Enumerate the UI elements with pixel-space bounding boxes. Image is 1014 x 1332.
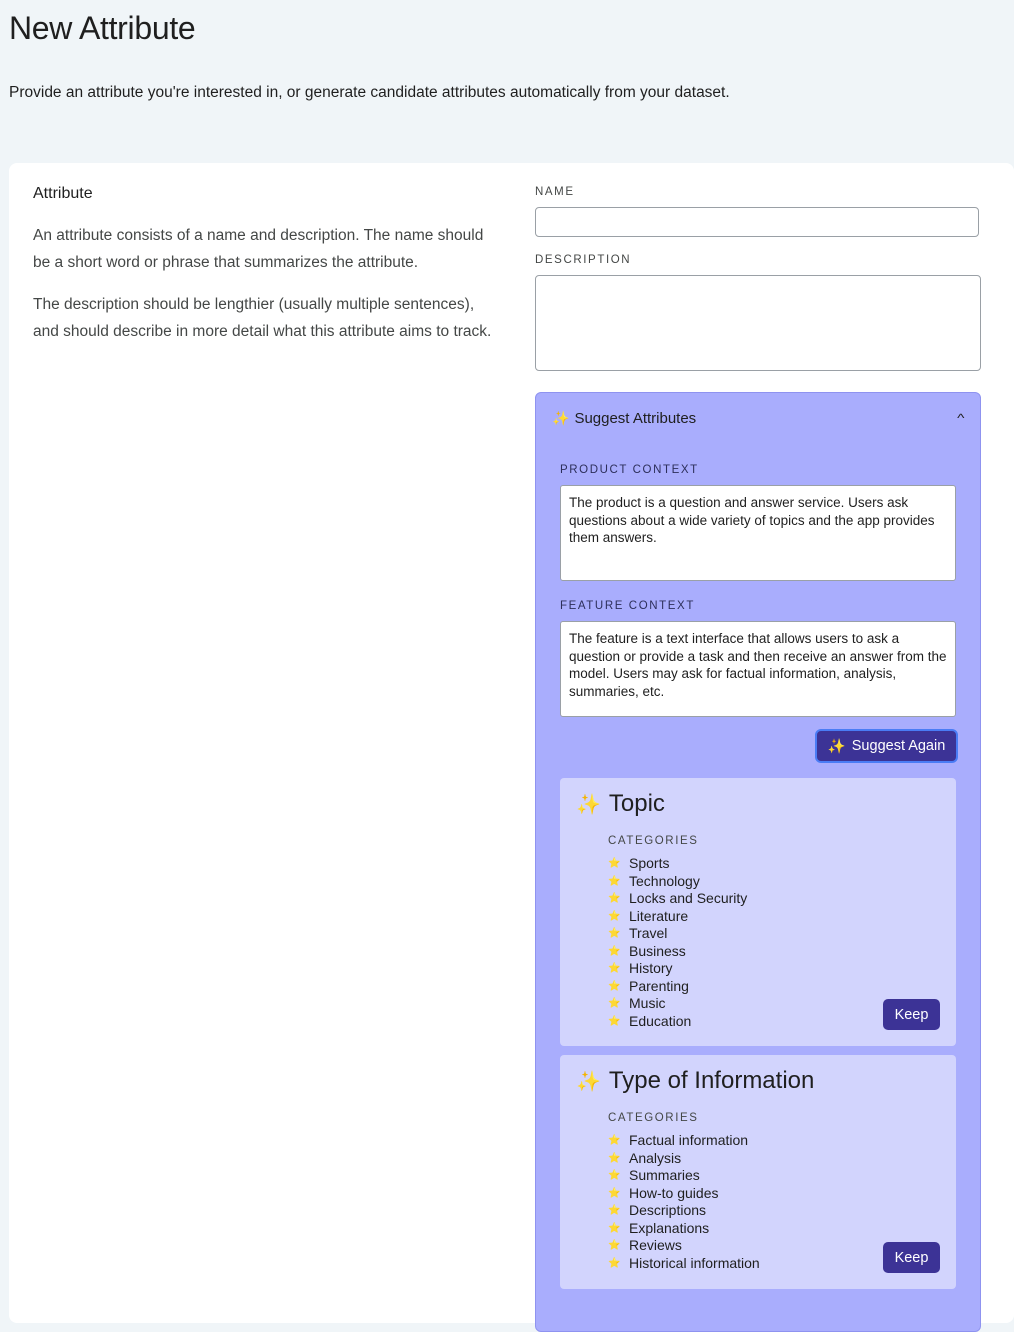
star-icon: ⭐	[608, 910, 621, 922]
sparkle-icon: ✨	[576, 1070, 601, 1093]
attribute-form-card	[9, 163, 1014, 1323]
star-icon: ⭐	[608, 1187, 621, 1199]
name-input[interactable]	[535, 207, 979, 237]
suggest-attributes-panel	[535, 392, 981, 1332]
page-title: New Attribute	[9, 10, 196, 46]
list-item: ⭐ Parenting	[608, 977, 689, 994]
list-item: ⭐ Travel	[608, 925, 668, 941]
chevron-up-icon[interactable]: ^	[957, 411, 965, 425]
page-subtitle: Provide an attribute you're interested in, or generate candidate attributes automatically from your dataset.	[9, 84, 730, 101]
suggestion-title-text: Type of Information	[608, 1067, 815, 1094]
product-context-label: PRODUCT CONTEXT	[560, 464, 699, 476]
list-item: ⭐ Music	[608, 995, 666, 1011]
list-item: ⭐ Locks and Security	[608, 890, 748, 906]
star-icon: ⭐	[608, 893, 621, 904]
list-item: ⭐ Summaries	[608, 1167, 700, 1183]
star-icon: ⭐	[608, 1240, 621, 1251]
list-item: ⭐ Business	[608, 942, 686, 959]
star-icon: ⭐	[608, 1205, 621, 1216]
name-label: NAME	[535, 186, 575, 198]
star-icon: ⭐	[608, 928, 621, 939]
star-icon: ⭐	[608, 1015, 621, 1027]
suggest-again-button[interactable]	[815, 729, 958, 763]
star-icon: ⭐	[608, 1135, 621, 1146]
star-icon: ⭐	[608, 998, 621, 1009]
list-item: ⭐ Explanations	[608, 1219, 710, 1236]
list-item: ⭐ Analysis	[608, 1149, 682, 1166]
star-icon: ⭐	[608, 963, 621, 974]
suggestion-title	[576, 1067, 814, 1095]
category-list	[608, 1132, 760, 1272]
list-item: ⭐ Historical information	[608, 1254, 760, 1271]
star-icon: ⭐	[608, 1152, 621, 1164]
section-heading: Attribute	[33, 185, 93, 202]
feature-context-input[interactable]	[560, 621, 956, 717]
star-icon: ⭐	[608, 1257, 621, 1269]
help-text-2: The description should be lengthier (usually multiple sentences), and should describe in more detail what this attribute aims to track.	[33, 296, 492, 340]
sparkle-icon: ✨	[827, 738, 846, 755]
sparkle-icon: ✨	[552, 409, 570, 426]
suggestion-title	[576, 790, 665, 818]
star-icon: ⭐	[608, 1170, 621, 1181]
list-item: ⭐ Technology	[608, 872, 700, 889]
star-icon: ⭐	[608, 980, 621, 992]
category-list	[608, 855, 747, 1030]
star-icon: ⭐	[608, 1222, 621, 1234]
list-item: ⭐ Sports	[608, 855, 670, 871]
description-label: DESCRIPTION	[535, 254, 632, 266]
list-item: ⭐ How-to guides	[608, 1184, 719, 1201]
help-text-1: An attribute consists of a name and description. The name should be a short word or phrase that summarizes the attribute.	[33, 227, 484, 271]
suggest-attributes-toggle[interactable]	[552, 407, 964, 429]
list-item: ⭐ Education	[608, 1012, 692, 1029]
suggestion-card-topic	[560, 778, 956, 1046]
list-item: ⭐ History	[608, 960, 673, 976]
keep-button[interactable]: Keep	[883, 1242, 940, 1273]
suggestion-title-text: Topic	[608, 790, 665, 817]
product-context-input[interactable]	[560, 485, 956, 581]
categories-label: CATEGORIES	[608, 1112, 699, 1124]
list-item: ⭐ Literature	[608, 907, 689, 924]
categories-label: CATEGORIES	[608, 835, 699, 847]
suggest-again-label: Suggest Again	[851, 738, 946, 754]
sparkle-icon: ✨	[576, 793, 601, 816]
keep-button[interactable]: Keep	[883, 999, 940, 1030]
feature-context-label: FEATURE CONTEXT	[560, 600, 695, 612]
star-icon: ⭐	[608, 858, 621, 869]
suggest-attributes-title: Suggest Attributes	[574, 409, 697, 427]
description-input[interactable]	[535, 275, 981, 371]
star-icon: ⭐	[608, 875, 621, 887]
list-item: ⭐ Factual information	[608, 1132, 749, 1148]
list-item: ⭐ Descriptions	[608, 1202, 707, 1218]
suggestion-card-type-of-information	[560, 1055, 956, 1289]
attribute-help-column	[33, 185, 503, 360]
list-item: ⭐ Reviews	[608, 1237, 682, 1253]
star-icon: ⭐	[608, 945, 621, 957]
